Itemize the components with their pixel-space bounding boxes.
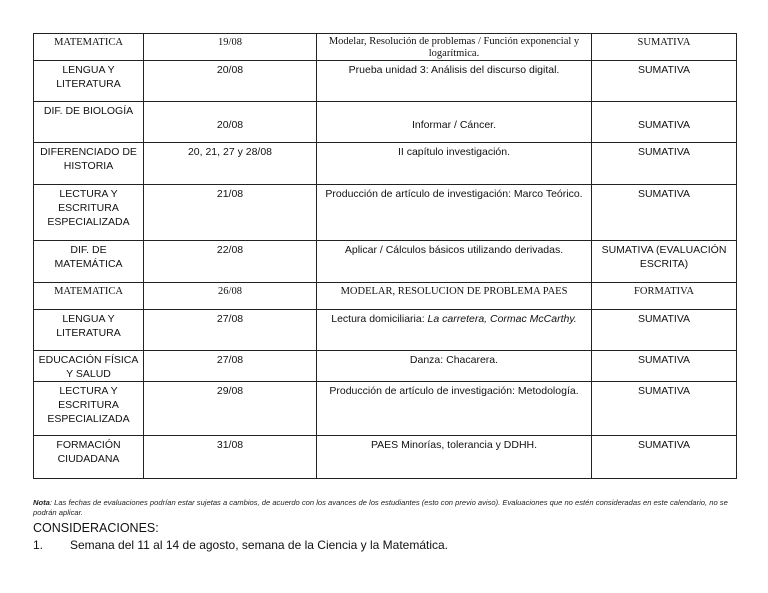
date-cell: 26/08 [144, 283, 317, 310]
type-cell: SUMATIVA [592, 61, 737, 102]
subject-cell: MATEMATICA [34, 34, 144, 61]
date-cell: 29/08 [144, 382, 317, 436]
subject-cell: LENGUA Y LITERATURA [34, 61, 144, 102]
type-cell: SUMATIVA [592, 310, 737, 351]
date-cell: 22/08 [144, 241, 317, 283]
table-row [34, 61, 737, 102]
table-row [34, 310, 737, 351]
activity-cell: Prueba unidad 3: Análisis del discurso digital. [317, 61, 592, 102]
activity-cell: Informar / Cáncer. [317, 102, 592, 143]
subject-cell: FORMACIÓN CIUDADANA [34, 436, 144, 479]
type-cell: SUMATIVA [592, 436, 737, 479]
date-cell: 31/08 [144, 436, 317, 479]
activity-cell: PAES Minorías, tolerancia y DDHH. [317, 436, 592, 479]
footnote [33, 498, 738, 518]
type-cell: FORMATIVA [592, 283, 737, 310]
activity-cell [317, 310, 592, 351]
activity-cell: Danza: Chacarera. [317, 351, 592, 382]
date-cell: 27/08 [144, 351, 317, 382]
table-row [34, 351, 737, 382]
type-cell: SUMATIVA (EVALUACIÓN ESCRITA) [592, 241, 737, 283]
evaluation-schedule-table [33, 33, 737, 479]
table-row [34, 102, 737, 143]
table-row [34, 382, 737, 436]
book-title: La carretera, Cormac McCarthy. [427, 313, 577, 325]
type-cell: SUMATIVA [592, 351, 737, 382]
considerations-title: CONSIDERACIONES: [33, 521, 159, 535]
footnote-label: Nota [33, 498, 50, 507]
subject-cell: LENGUA Y LITERATURA [34, 310, 144, 351]
table-row [34, 283, 737, 310]
date-cell: 20/08 [144, 61, 317, 102]
subject-cell: LECTURA Y ESCRITURA ESPECIALIZADA [34, 382, 144, 436]
type-cell: SUMATIVA [592, 382, 737, 436]
activity-cell: Producción de artículo de investigación: Metodología. [317, 382, 592, 436]
date-cell: 20/08 [144, 102, 317, 143]
date-cell: 20, 21, 27 y 28/08 [144, 143, 317, 185]
date-cell: 27/08 [144, 310, 317, 351]
type-cell: SUMATIVA [592, 185, 737, 241]
date-cell: 21/08 [144, 185, 317, 241]
table-row [34, 436, 737, 479]
subject-cell: DIF. DE BIOLOGÍA [34, 102, 144, 143]
consideration-number: 1. [33, 538, 44, 552]
type-cell: SUMATIVA [592, 143, 737, 185]
subject-cell: DIFERENCIADO DE HISTORIA [34, 143, 144, 185]
subject-cell: MATEMATICA [34, 283, 144, 310]
activity-cell: MODELAR, RESOLUCION DE PROBLEMA PAES [317, 283, 592, 310]
activity-prefix: Lectura domiciliaria: [331, 313, 428, 325]
activity-cell: Modelar, Resolución de problemas / Función exponencial y logarítmica. [317, 34, 592, 61]
activity-cell: Aplicar / Cálculos básicos utilizando derivadas. [317, 241, 592, 283]
table-row [34, 143, 737, 185]
subject-cell: LECTURA Y ESCRITURA ESPECIALIZADA [34, 185, 144, 241]
subject-cell: EDUCACIÓN FÍSICA Y SALUD [34, 351, 144, 382]
consideration-text: Semana del 11 al 14 de agosto, semana de la Ciencia y la Matemática. [70, 538, 448, 552]
table-row [34, 34, 737, 61]
type-cell: SUMATIVA [592, 102, 737, 143]
type-cell: SUMATIVA [592, 34, 737, 61]
activity-cell: II capítulo investigación. [317, 143, 592, 185]
table-row [34, 185, 737, 241]
consideration-item [33, 538, 448, 552]
schedule-table-container [33, 33, 736, 479]
table-row [34, 241, 737, 283]
footnote-text: : Las fechas de evaluaciones podrían estar sujetas a cambios, de acuerdo con los avances de los estudiantes (esto con previo aviso). Evaluaciones que no estén consideradas en este calendario, no se podrán aplicar. [33, 498, 728, 517]
activity-cell: Producción de artículo de investigación: Marco Teórico. [317, 185, 592, 241]
date-cell: 19/08 [144, 34, 317, 61]
subject-cell: DIF. DE MATEMÁTICA [34, 241, 144, 283]
